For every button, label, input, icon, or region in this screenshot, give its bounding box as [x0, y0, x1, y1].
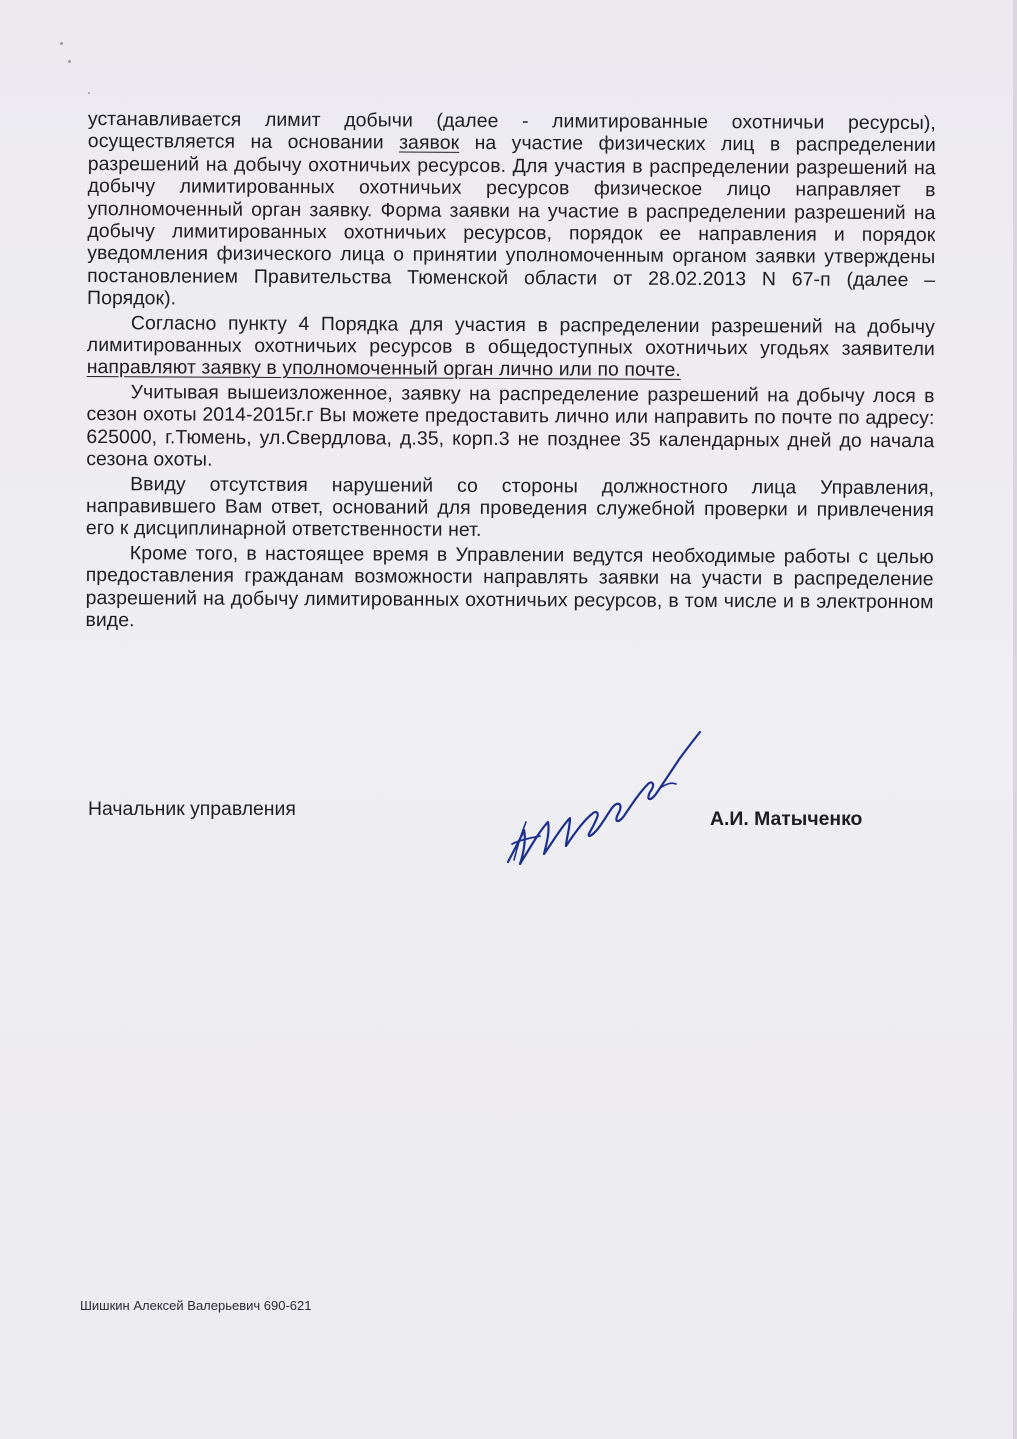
scan-edge [1013, 0, 1017, 1439]
signer-name: А.И. Матыченко [710, 808, 863, 830]
letter-paragraph [87, 312, 935, 383]
letter-paragraph [87, 108, 936, 314]
signer-title: Начальник управления [88, 798, 296, 820]
letter-paragraph [85, 542, 933, 636]
underlined-text: направляют заявку в уполномоченный орган лично или по почте. [86, 356, 681, 382]
paragraph-text: устанавливается лимит добычи (далее - лимитированные охотничьи ресурсы), осуществляется на основании [87, 108, 936, 154]
paragraph-text: Ввиду отсутствия нарушений со стороны должностного лица Управления, направившего Вам ответ, оснований для проведения служебной проверки и привлечения его к дисциплинарной ответственности нет. [85, 472, 935, 542]
executor-note: Шишкин Алексей Валерьевич 690-621 [80, 1298, 312, 1313]
paragraph-text: Кроме того, в настоящее время в Управлении ведутся необходимые работы с целью предоставления гражданам возможности направлять заявки на участи в распределение разрешений на добычу лимитированных охотничьих ресурсов, в том числе и в электронном виде. [85, 541, 934, 632]
scan-speck [60, 42, 63, 45]
underlined-text: заявок [399, 131, 460, 155]
paragraph-text: Согласно пункту 4 Порядка для участия в распределении разрешений на добычу лимитированных охотничьих ресурсов в общедоступных охотничьих угодьях заявители [86, 311, 935, 361]
paragraph-text: на участие физических лиц в распределении разрешений на добычу охотничьих ресурсов. Для участия в распределении разрешений на добычу лимитированных охотничьих ресурсов физическое лицо направляет в уполномоченный орган заявку. Форма заявки на участие в распределении разрешений на добычу лимитированных охотничьих ресурсов, порядок ее направления и порядок уведомления физического лица о принятии уполномоченным органом заявки утверждены постановлением Правительства Тюменской области от 28.02.2013 N 67-п (далее – Порядок). [87, 132, 936, 310]
scan-speck [68, 60, 71, 63]
letter-paragraph [86, 472, 934, 543]
handwritten-signature [500, 712, 720, 882]
scan-speck [88, 92, 90, 94]
paragraph-text: Учитывая вышеизложенное, заявку на распределение разрешений на добычу лося в сезон охоты 2014-2015г.г Вы можете предоставить лично или направить по почте по адресу: 625000, г.Тюмень, ул.Свердлова, д.35, корп.3 не позднее 35 календарных дней до начала сезона охоты. [86, 381, 935, 471]
letter-body [85, 108, 936, 635]
letter-paragraph [86, 381, 934, 475]
